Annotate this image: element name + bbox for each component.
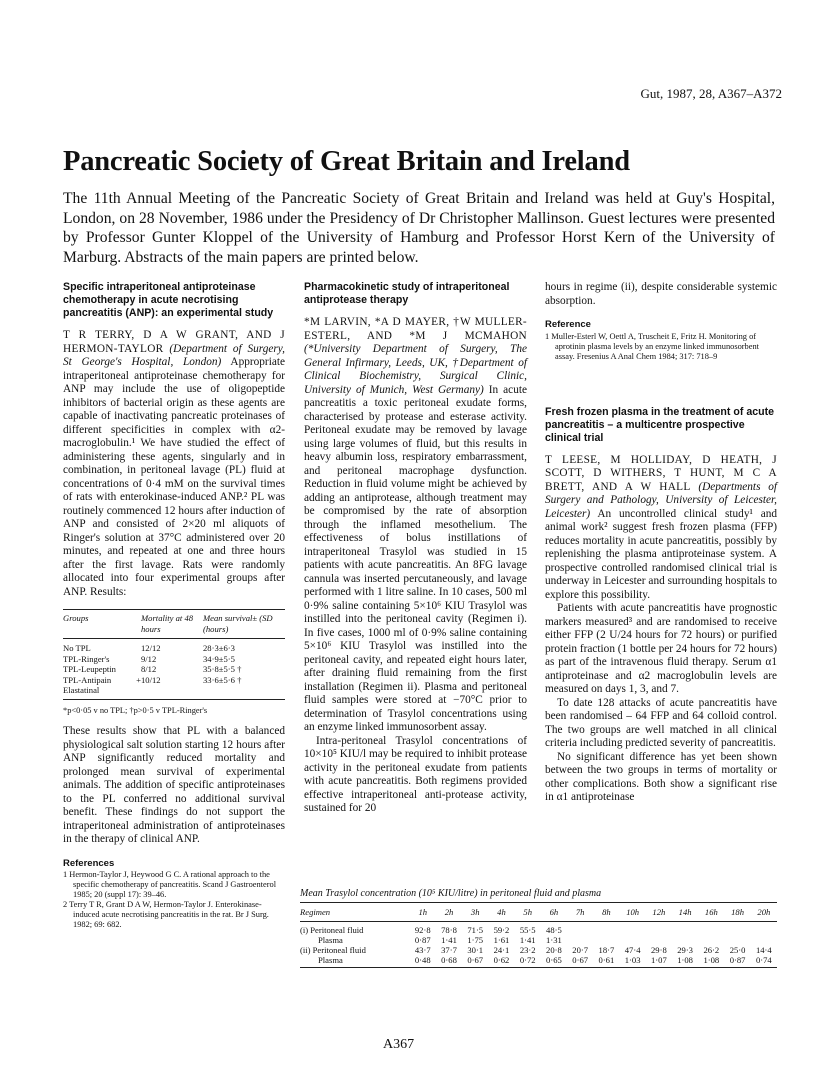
trasylol-cell: 23·2 [519,945,536,955]
cell: 28·3±6·3 [203,643,235,653]
abstract-3-authors-block [545,454,777,603]
trasylol-header-time: 20h [751,903,777,922]
table-row [63,639,285,654]
trasylol-cell [672,935,698,945]
trasylol-cell: 20·8 [546,945,562,955]
trasylol-cell: 1·08 [698,955,724,968]
trasylol-header-time: 8h [593,903,619,922]
abstract-3-column [545,281,777,805]
abstract-2-references [545,332,777,362]
trasylol-cell: 29·3 [677,945,693,955]
trasylol-cell: 0·67 [567,955,593,968]
survival-header-mean: Mean survival± (SD (hours) [203,610,285,639]
trasylol-cell [620,935,646,945]
abstract-2-authors: *M LARVIN, *A D MAYER, †W MULLER-ESTERL, AND *M J MCMAHON [304,316,527,342]
page-title: Pancreatic Society of Great Britain and Ireland [63,146,630,177]
trasylol-cell: 1·61 [493,935,510,945]
reference-item: 2 Terry T R, Grant D A W, Hermon-Taylor J. Enterokinase-induced acute necrotising pancreatitis in the rat. Br J Surg. 1982; 69: 682. [63,900,269,929]
trasylol-cell: 48·5 [546,925,562,935]
trasylol-body [300,922,777,968]
abstract-1-column [63,281,285,930]
trasylol-cell: 18·7 [598,945,615,955]
trasylol-header-time: 4h [488,903,514,922]
trasylol-cell: 1·08 [672,955,698,968]
trasylol-row-label: (i) Peritoneal fluid [300,925,364,935]
trasylol-table-caption: Mean Trasylol concentration (10⁵ KIU/litre) in peritoneal fluid and plasma [300,888,777,903]
abstract-3-body-2: Patients with acute pancreatitis have prognostic markers measured³ and are randomised to receive either FFP (2 U/24 hours for 72 hours) or purified protein fraction (1 bottle per 24 hours for 72 hours) as part of the intravenous fluid therapy. Serum α1 antiproteinase and α2 macroglobulin levels are measured on days 1, 3, and 7. [545,602,777,695]
trasylol-row-label: (ii) Peritoneal fluid [300,945,366,955]
trasylol-cell: 43·7 [414,945,431,955]
table-row [300,935,777,945]
table-row [63,664,285,675]
trasylol-cell: 24·1 [493,945,510,955]
trasylol-cell: 37·7 [441,945,457,955]
trasylol-cell: 0·87 [724,955,750,968]
cell: TPL-Antipain + Elastatinal [63,675,141,700]
abstract-2-body-2: Intra-peritoneal Trasylol concentrations of 10×10⁵ KIU/l may be required to inhibit protease activity in the peritoneal exudate from patients with acute pancreatitis. Both regimens provided effective intraperitoneal anti-protease activity, sustained for 20 [304,734,527,814]
trasylol-cell [698,922,724,936]
abstract-1-heading: Specific intraperitoneal antiproteinase chemotherapy in acute necrotising pancreatitis (ANP): an experimental study [63,281,274,319]
trasylol-cell: 92·8 [414,925,431,935]
trasylol-cell: 55·5 [519,925,536,935]
trasylol-cell: 0·62 [488,955,514,968]
table-row [300,955,777,968]
abstract-3-heading: Fresh frozen plasma in the treatment of acute pancreatitis – a multicentre prospective clinical trial [545,405,774,444]
trasylol-table [300,903,777,968]
trasylol-cell: 1·31 [546,935,562,945]
abstract-1-affiliation: (Department of Surgery, St George's Hospital, London) [63,342,285,368]
trasylol-cell [698,935,724,945]
abstract-2-body-1: In acute pancreatitis a toxic peritoneal exudate forms, characterised by protease and esterase activity. Peritoneal exudate may be removed by lavage using large volumes of fluid, but this results in heavy albumin loss, respiratory embarrassment, and peritoneal macrophage dysfunction. Reduction in fluid volume might be achieved by adding an antiprotease, although treatment may be compromised by the rate of absorption through the inflamed mesothelium. The effectiveness of bolus instillations of intraperitoneal Trasylol was studied in 15 patients with acute pancreatitis. An 8FG lavage cannula was inserted percutaneously, and lavage performed with 1 litre saline. In 10 cases, 500 ml 0·9% saline containing 5×10⁶ KIU Trasylol was instilled into the peritoneal cavity (Regimen i). In five cases, 1000 ml of 0·9% saline containing 5×10⁶ KIU Trasylol was instilled into the peritoneal cavity, and repeated eight hours later, after draining fluid remaining from the first installation (Regimen ii). Plasma and peritoneal fluid samples were stored at −70°C prior to determination of Trasylol concentrations using an enzyme linked immunosorbent assay. [304,383,527,733]
reference-item: 1 Hermon-Taylor J, Heywood G C. A rational approach to the specific chemotherapy of pancreatitis. Scand J Gastroenterol 1985; 20 (suppl 17): 39–46. [63,870,277,899]
abstract-3-authors: T LEESE, M HOLLIDAY, D HEATH, J SCOTT, D WITHERS, T HUNT, M C A BRETT, AND A W HALL [545,453,777,493]
trasylol-cell [593,922,619,936]
trasylol-cell: 0·48 [410,955,436,968]
abstract-1-body-2: These results show that PL with a balanced physiological salt solution starting 12 hours after ANP significantly reduced mortality and prolonged mean survival of experimental animals. The addition of specific antiproteinases to the PL conferred no additional survival benefit. These findings do not support the intraperitoneal administration of antiproteinases in the therapy of clinical ANP. [63,725,285,845]
trasylol-cell: 0·87 [414,935,431,945]
reference-item: 1 Muller-Esterl W, Oettl A, Truscheit E, Fritz H. Monitoring of aprotinin plasma levels by an enzyme linked immunosorbent assay. Fresenius A Anal Chem 1984; 317: 718–9 [545,331,759,361]
table-row [63,675,285,700]
trasylol-cell: 0·74 [751,955,777,968]
table-row [300,945,777,955]
trasylol-header-time: 5h [515,903,541,922]
cell: 34·9±5·5 [203,653,235,664]
trasylol-header-time: 2h [436,903,462,922]
survival-table-note: *p<0·05 v no TPL; †p>0·5 v TPL-Ringer's [63,705,208,715]
trasylol-table-block [300,888,777,968]
abstract-3-affiliation: (Departments of Surgery and Pathology, University of Leicester, Leicester) [545,480,778,520]
trasylol-header-time: 10h [620,903,646,922]
table-row [63,654,285,665]
cell: No TPL [63,643,91,653]
survival-table [63,609,285,700]
trasylol-cell: 30·1 [467,945,484,955]
trasylol-row-label: Plasma [300,955,410,968]
trasylol-cell [567,935,593,945]
trasylol-cell [724,922,750,936]
abstract-1-authors: T R TERRY, D A W GRANT, AND J HERMON-TAYLOR [63,329,285,355]
trasylol-cell: 0·61 [593,955,619,968]
trasylol-header-time: 16h [698,903,724,922]
abstract-2-reference-heading: Reference [545,319,591,330]
table-row [300,922,777,936]
trasylol-cell: 78·8 [441,925,457,935]
abstract-2-affiliation: (*University Department of Surgery, The General Infirmary, Leeds, UK, †Department of Clinical Biochemistry, Surgical Clinic, University of Munich, West Germany) [304,343,527,396]
survival-header-mortality: Mortality at 48 hours [141,610,203,639]
cell: 33·6±5·6 † [203,675,285,700]
abstract-1-body-1: Appropriate intraperitoneal antiproteinase chemotherapy for ANP may include the use of oligopeptide inhibitors of bacterial origin as these agents are capable of inactivating pancreatic proteinases of different specificities in complex with α2-macroglobulin.¹ We have studied the effect of administering these agents, singularly and in combination, in peritoneal lavage (PL) fluid at concentrations of 0·4 mM on the survival times of rats with enterokinase-induced ANP.² PL was routinely commenced 12 hours after induction of ANP and consisted of 2×20 ml aliquots of Ringer's solution at 37°C administered over 20 minutes, and repeated at one and three hours after the first lavage. Rats were randomly allocated into four experimental groups after ANP. Results: [63,356,286,598]
trasylol-cell: 20·7 [572,945,589,955]
cell: TPL-Leupeptin [63,664,116,674]
trasylol-cell: 47·4 [624,945,641,955]
trasylol-cell [646,922,672,936]
trasylol-cell [751,935,777,945]
trasylol-cell: 29·8 [650,945,667,955]
abstract-2-body-3: hours in regime (ii), despite considerable systemic absorption. [545,281,777,307]
cell: TPL-Ringer's [63,653,110,664]
journal-reference: Gut, 1987, 28, A367–A372 [640,86,782,101]
cell: 12/12 [141,643,161,653]
trasylol-header-time: 3h [462,903,488,922]
trasylol-cell: 1·41 [441,935,457,945]
trasylol-cell: 1·03 [620,955,646,968]
trasylol-cell [567,922,593,936]
trasylol-header-row [300,903,777,922]
abstract-1-authors-block [63,329,285,599]
trasylol-cell: 71·5 [467,925,484,935]
trasylol-header-regimen: Regimen [300,903,410,922]
trasylol-header-time: 14h [672,903,698,922]
intro-paragraph: The 11th Annual Meeting of the Pancreatic Society of Great Britain and Ireland was held at Guy's Hospital, London, on 28 November, 1986 under the Presidency of Dr Christopher Mallinson. Guest lectures were presented by Professor Gunter Kloppel of the University of Hamburg and Professor Horst Kern of the University of Marburg. Abstracts of the main papers are printed below. [63,190,775,266]
trasylol-cell: 26·2 [703,945,720,955]
trasylol-cell: 25·0 [729,945,746,955]
survival-header-groups: Groups [63,610,141,639]
trasylol-header-time: 6h [541,903,567,922]
trasylol-cell [751,922,777,936]
trasylol-cell: 0·68 [436,955,462,968]
trasylol-header-time: 12h [646,903,672,922]
trasylol-cell: 14·4 [755,945,772,955]
trasylol-cell [672,922,698,936]
trasylol-cell: 0·72 [515,955,541,968]
abstract-1-references-heading: References [63,857,115,869]
cell: 9/12 [141,653,157,664]
trasylol-cell [724,935,750,945]
abstract-2-heading: Pharmacokinetic study of intraperitoneal antiprotease therapy [304,281,510,306]
trasylol-header-time: 7h [567,903,593,922]
trasylol-cell: 0·67 [462,955,488,968]
trasylol-row-label: Plasma [318,935,343,945]
trasylol-cell: 1·75 [467,935,484,945]
cell: 8/12 [141,664,157,674]
trasylol-cell [593,935,619,945]
cell: 35·8±5·5 † [203,664,242,674]
abstract-3-body-4: No significant difference has yet been shown between the two groups in terms of mortality or other complications. Both show a significant rise in α1 antiproteinase [545,750,777,803]
cell: 10/12 [141,675,203,700]
trasylol-cell [646,935,672,945]
trasylol-cell [620,922,646,936]
trasylol-cell: 0·65 [541,955,567,968]
abstract-1-references [63,870,285,930]
abstract-2-column [304,281,527,816]
trasylol-cell: 1·07 [646,955,672,968]
abstract-3-body-3: To date 128 attacks of acute pancreatitis have been randomised – 64 FFP and 64 colloid control. The two groups are well matched in all clinical criteria including predicted severity of pancreatitis. [545,696,777,749]
page-number: A367 [383,1037,415,1052]
trasylol-cell: 59·2 [493,925,510,935]
abstract-2-authors-block [304,316,527,735]
abstract-3-body-1: An uncontrolled clinical study¹ and animal work² suggest fresh frozen plasma (FFP) reduces mortality in acute pancreatitis, possibly by replenishing the plasma antiproteinase system. A prospective controlled randomised clinical trial is underway in Leicester and surrounding hospitals to explore this possibility. [545,507,777,601]
trasylol-header-time: 18h [724,903,750,922]
trasylol-cell: 1·41 [519,935,536,945]
trasylol-header-time: 1h [410,903,436,922]
